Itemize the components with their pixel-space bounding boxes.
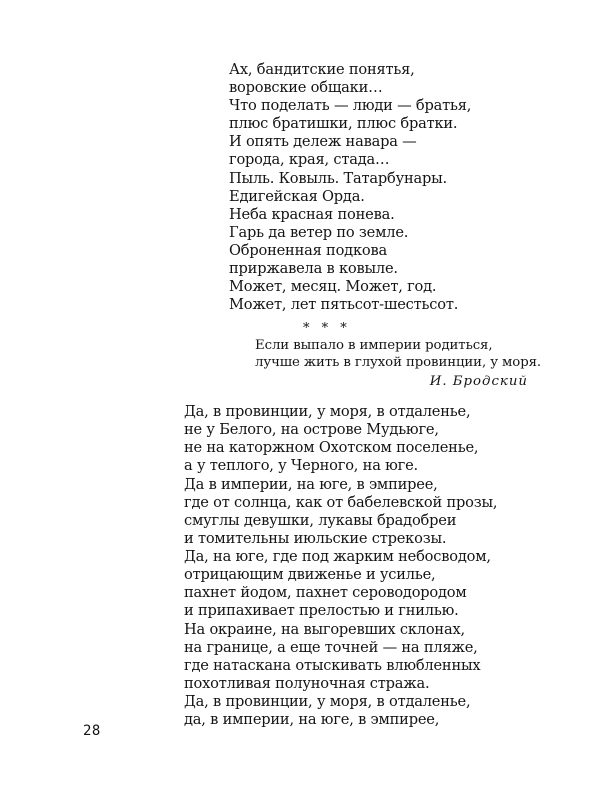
poem-line: Едигейская Орда. <box>229 187 365 205</box>
poem-line: и припахивает прелостью и гнилью. <box>184 602 459 620</box>
poem-line: на границе, а еще точней — на пляже, <box>184 638 478 656</box>
epigraph <box>255 337 541 371</box>
poem-line: приржавела в ковыле. <box>229 260 398 278</box>
poem-line: и томительны июльские стрекозы. <box>184 529 447 547</box>
poem-line: где натаскана отыскивать влюбленных <box>184 656 481 674</box>
poem-line: Гарь да ветер по земле. <box>229 224 409 242</box>
poem-line: Может, месяц. Может, год. <box>229 278 437 296</box>
poem-line: И опять дележ навара — <box>229 133 417 151</box>
poem-line: пахнет йодом, пахнет сероводородом <box>184 584 467 602</box>
poem-stanza-2 <box>229 206 458 315</box>
epigraph-author: И. Бродский <box>429 374 528 389</box>
poem-line: Неба красная понева. <box>229 206 395 223</box>
poem-line: смуглы девушки, лукавы брадобреи <box>184 511 457 529</box>
poem-line: Да, в провинции, у моря, в отдаленье, <box>184 403 471 420</box>
epigraph-line: Если выпало в империи родиться, <box>255 338 493 353</box>
poem-line: Да, в провинции, у моря, в отдаленье, <box>184 693 471 710</box>
poem-line: воровские общаки… <box>229 79 383 97</box>
poem-line: На окраине, на выгоревших склонах, <box>184 620 465 638</box>
poem-line: Может, лет пятьсот-шестьсот. <box>229 296 459 314</box>
poem-line: отрицающим движенье и усилье, <box>184 566 436 584</box>
poem-line: не у Белого, на острове Мудьюге, <box>184 421 439 439</box>
poem-stanza-1 <box>229 61 471 206</box>
poem-line: а у теплого, у Черного, на юге. <box>184 457 418 475</box>
poem-line: да, в империи, на юге, в эмпирее, <box>184 711 440 729</box>
page-number: 28 <box>83 723 101 739</box>
poem-line: Оброненная подкова <box>229 242 387 260</box>
poem-line: похотливая полуночная стража. <box>184 674 430 692</box>
poem-line: города, края, стада… <box>229 151 390 169</box>
poem-line: Да, на юге, где под жарким небосводом, <box>184 548 491 565</box>
poem-line: где от солнца, как от бабелевской прозы, <box>184 493 498 511</box>
poem-line: Пыль. Ковыль. Татарбунары. <box>229 169 447 187</box>
poem-line: не на каторжном Охотском поселенье, <box>184 439 479 457</box>
poem-line: Да в империи, на юге, в эмпирее, <box>184 475 438 493</box>
poem-line: Что поделать — люди — братья, <box>229 97 472 115</box>
poem-line: Ах, бандитские понятья, <box>229 61 415 78</box>
epigraph-line: лучше жить в глухой провинции, у моря. <box>255 355 542 370</box>
section-break-asterisks: * * * <box>303 321 351 336</box>
poem-2 <box>184 403 497 729</box>
poem-line: плюс братишки, плюс братки. <box>229 115 458 133</box>
